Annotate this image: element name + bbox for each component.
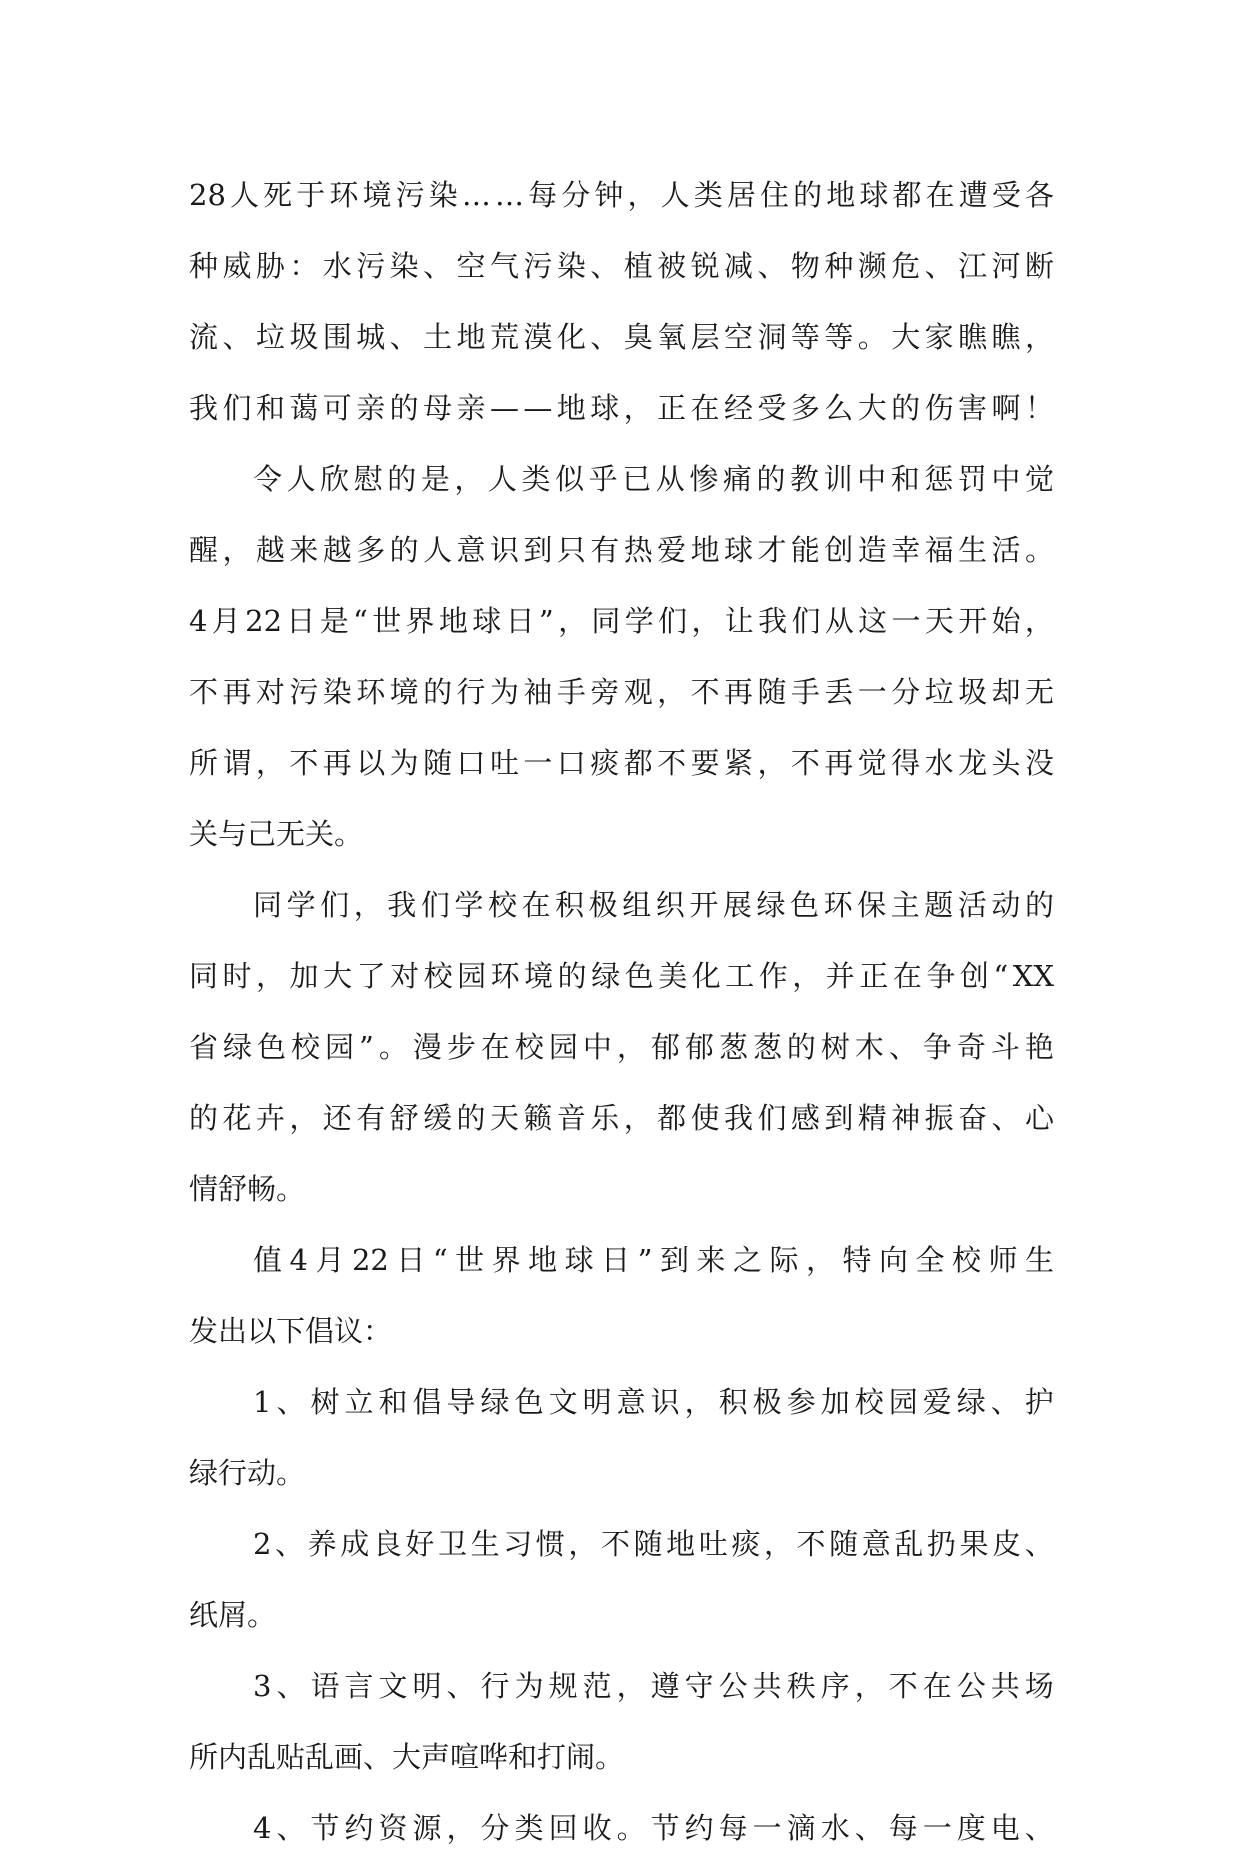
paragraph-start-line: 同 学 们 ， 我 们 学 校 在 积 极 组 织 开 展 绿 色 环 保 主 题 活 动 的 [253, 888, 1054, 922]
paragraph-end-line: 情舒畅。 [189, 1172, 306, 1206]
text-line: 种 威 胁 ： 水 污 染 、 空 气 污 染 、 植 被 锐 减 、 物 种 濒 危 、 江 河 断 [189, 249, 1054, 283]
text-line: 4 月 22 日 是 “ 世 界 地 球 日 ” ， 同 学 们 ， 让 我 们 从 这 一 天 开 始 ， [189, 604, 1054, 638]
list-item-2: 2 、 养 成 良 好 卫 生 习 惯 ， 不 随 地 吐 痰 ， 不 随 意 乱 扔 果 皮 、 [253, 1527, 1054, 1561]
text-line: 流 、 垃 圾 围 城 、 土 地 荒 漠 化 、 臭 氧 层 空 洞 等 等 。 大 家 瞧 瞧 ， [189, 320, 1054, 354]
list-item-1: 1 、 树 立 和 倡 导 绿 色 文 明 意 识 ， 积 极 参 加 校 园 爱 绿 、 护 [253, 1385, 1054, 1419]
text-line: 同 时 ， 加 大 了 对 校 园 环 境 的 绿 色 美 化 工 作 ， 并 正 在 争 创 “ XX [189, 959, 1054, 993]
text-line: 不 再 对 污 染 环 境 的 行 为 袖 手 旁 观 ， 不 再 随 手 丢 一 分 垃 圾 却 无 [189, 675, 1054, 709]
text-line: 省 绿 色 校 园 ” 。 漫 步 在 校 园 中 ， 郁 郁 葱 葱 的 树 木 、 争 奇 斗 艳 [189, 1030, 1054, 1064]
text-line: 醒 ， 越 来 越 多 的 人 意 识 到 只 有 热 爱 地 球 才 能 创 造 幸 福 生 活 。 [189, 533, 1054, 567]
paragraph-end-line: 所内乱贴乱画、大声喧哗和打闹。 [189, 1740, 625, 1774]
text-line: 所 谓 ， 不 再 以 为 随 口 吐 一 口 痰 都 不 要 紧 ， 不 再 觉 得 水 龙 头 没 [189, 746, 1054, 780]
paragraph-end-line: 绿行动。 [189, 1456, 306, 1490]
list-item-4: 4 、 节 约 资 源 ， 分 类 回 收 。 节 约 每 一 滴 水 、 每 一 度 电 、 [253, 1811, 1054, 1845]
paragraph-end-line: 关与己无关。 [189, 817, 364, 851]
document-body [189, 160, 1054, 1864]
paragraph-start-line: 令 人 欣 慰 的 是 ， 人 类 似 乎 已 从 惨 痛 的 教 训 中 和 惩 罚 中 觉 [253, 462, 1054, 496]
text-line: 28 人 死 于 环 境 污 染 … … 每 分 钟 ， 人 类 居 住 的 地 球 都 在 遭 受 各 [189, 178, 1054, 212]
list-item-3: 3 、 语 言 文 明 、 行 为 规 范 ， 遵 守 公 共 秩 序 ， 不 在 公 共 场 [253, 1669, 1054, 1703]
text-line: 我 们 和 蔼 可 亲 的 母 亲 — — 地 球 ， 正 在 经 受 多 么 大 的 伤 害 啊 ！ [189, 391, 1054, 425]
paragraph-start-line: 值 4 月 22 日 “ 世 界 地 球 日 ” 到 来 之 际 ， 特 向 全 校 师 生 [253, 1243, 1054, 1277]
paragraph-end-line: 纸屑。 [189, 1598, 277, 1632]
paragraph-end-line: 发出以下倡议： [189, 1314, 393, 1348]
text-line: 的 花 卉 ， 还 有 舒 缓 的 天 籁 音 乐 ， 都 使 我 们 感 到 精 神 振 奋 、 心 [189, 1101, 1054, 1135]
